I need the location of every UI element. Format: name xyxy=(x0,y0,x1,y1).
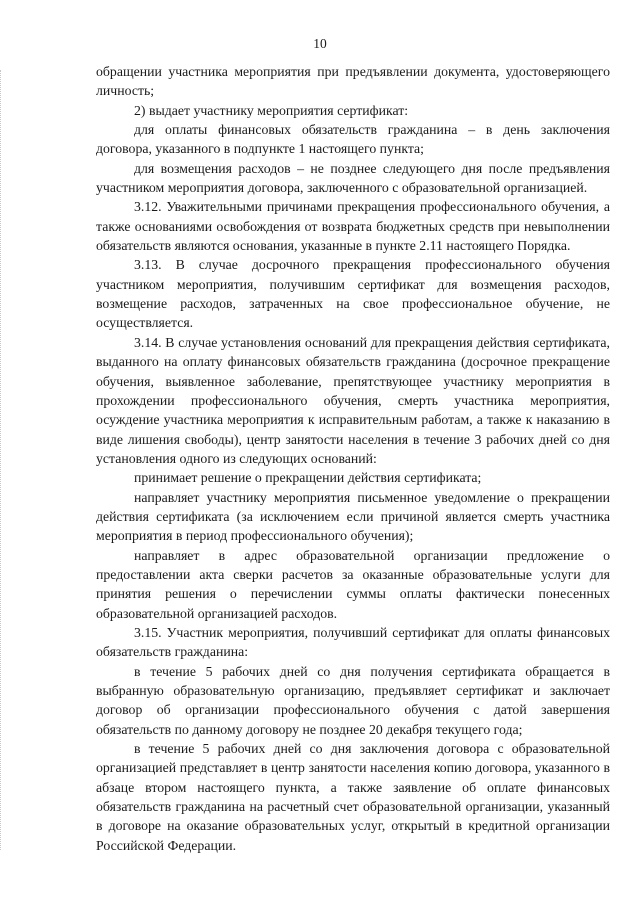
scan-edge-mark xyxy=(0,70,4,850)
paragraph: 2) выдает участнику мероприятия сертификат: xyxy=(134,102,409,118)
paragraph: для оплаты финансовых обязательств гражданина – в день заключения договора, указанного в подпункте 1 настоящего пункта; xyxy=(96,122,610,157)
paragraph: принимает решение о прекращении действия сертификата; xyxy=(134,470,482,486)
paragraph: в течение 5 рабочих дней со дня заключения договора с образовательной организацией представляет в центр занятости населения копию договора, указанного в абзаце втором настоящего пункта, а также заявление об оплате финансовых обязательств гражданина на расчетный счет образовательной организации, указанный в договоре на оказание образовательных услуг, открытый в кредитной организации Российской Федерации. xyxy=(96,741,610,853)
paragraph: обращении участника мероприятия при предъявлении документа, удостоверяющего личность; xyxy=(96,64,610,99)
page-number: 10 xyxy=(313,36,327,51)
paragraph: 3.13. В случае досрочного прекращения профессионального обучения участником мероприятия, получившим сертификат для возмещения расходов, возмещение расходов, затраченных на свое профессиональное обучение, не осуществляется. xyxy=(96,257,610,331)
paragraph: направляет в адрес образовательной организации предложение о предоставлении акта сверки расчетов за оказанные образовательные услуги для принятия решения о перечислении суммы оплаты фактически понесенных образовательной организацией расходов. xyxy=(96,547,610,621)
paragraph: направляет участнику мероприятия письменное уведомление о прекращении действия сертификата (за исключением если причиной является смерть участника мероприятия в период профессионального обучения); xyxy=(96,489,610,544)
paragraph: в течение 5 рабочих дней со дня получения сертификата обращается в выбранную образовательную организацию, предъявляет сертификат и заключает договор об организации профессионального обучения с датой завершения обязательств по данному договору не позднее 20 декабря текущего года; xyxy=(96,663,610,737)
paragraph: 3.15. Участник мероприятия, получивший сертификат для оплаты финансовых обязательств гражданина: xyxy=(96,624,610,660)
paragraph: 3.12. Уважительными причинами прекращения профессионального обучения, а также основаниями освобождения от возврата бюджетных средств при невыполнении обязательств являются основания, указанные в пункте 2.11 настоящего Порядка. xyxy=(96,199,610,254)
paragraph: для возмещения расходов – не позднее следующего дня после предъявления участником мероприятия договора, заключенного с образовательной организацией. xyxy=(96,160,610,196)
paragraph: 3.14. В случае установления оснований для прекращения действия сертификата, выданного на оплату финансовых обязательств гражданина (досрочное прекращение обучения, выявленное заболевание, препятствующее участнику мероприятия в прохождении профессионального обучения, смерть участника мероприятия, осуждение участника мероприятия к исправительным работам, а также к наказанию в виде лишения свободы), центр занятости населения в течение 3 рабочих дней со дня установления одного из следующих оснований: xyxy=(96,334,610,466)
document-body xyxy=(96,62,610,855)
